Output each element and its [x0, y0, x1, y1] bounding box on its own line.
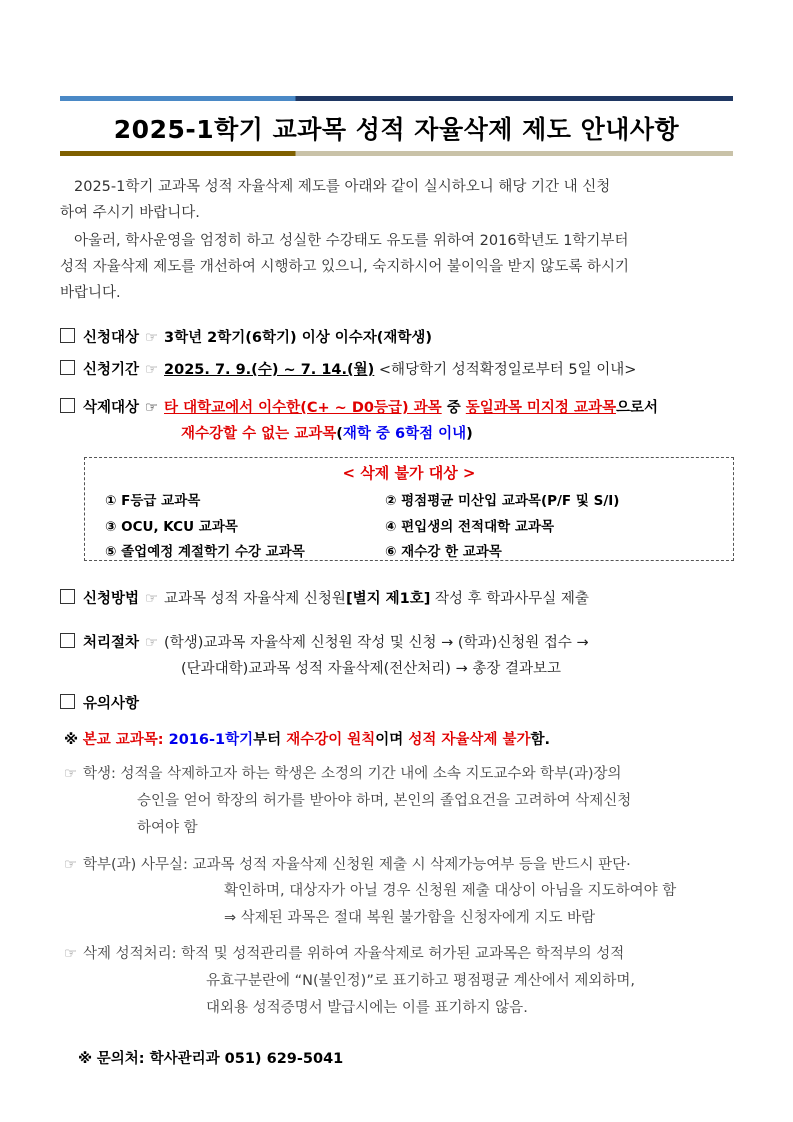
intro-paragraph-1 [60, 174, 740, 226]
title-top-rule [60, 96, 733, 101]
method-row [60, 587, 589, 611]
exclusion-item: ⑥ 재수강 한 교과목 [385, 544, 502, 560]
pointing-hand-icon: ☞ [145, 591, 159, 607]
notes-main-d: 재수강이 원칙 [286, 732, 376, 748]
period-date: 2025. 7. 9.(수) ~ 7. 14.(월) [164, 362, 375, 378]
intro-p1-line2: 하여 주시기 바랍니다. [60, 205, 200, 221]
period-label: 신청기간 [83, 362, 140, 378]
contact-text: 문의처: 학사관리과 051) 629-5041 [96, 1051, 344, 1067]
method-label: 신청방법 [83, 591, 140, 607]
pointing-hand-icon: ☞ [145, 635, 159, 651]
deletion-label: 삭제대상 [83, 400, 140, 416]
method-text-tail: 작성 후 학과사무실 제출 [430, 591, 589, 607]
procedure-label: 처리절차 [83, 635, 140, 651]
exclusion-item: ③ OCU, KCU 교과목 [105, 519, 238, 535]
checkbox-icon [60, 328, 75, 343]
note-student-label: 학생: [83, 766, 116, 782]
checkbox-icon [60, 398, 75, 413]
notes-main-g: 함. [530, 732, 551, 748]
note-grade-line3: 대외용 성적증명서 발급시에는 이를 표기하지 않음. [206, 1000, 528, 1016]
note-student-line1: 성적을 삭제하고자 하는 학생은 소정의 기간 내에 소속 지도교수와 학부(과)장의 [120, 766, 622, 782]
deletion-part1: 타 대학교에서 이수한(C+ ~ D0등급) 과목 [164, 400, 442, 416]
note-grade-line1: 학적 및 성적관리를 위하여 자율삭제로 허가된 교과목은 학적부의 성적 [181, 946, 625, 962]
deletion-part2: 중 [441, 400, 466, 416]
checkbox-icon [60, 633, 75, 648]
note-grade-label: 삭제 성적처리: [83, 946, 177, 962]
note-student [64, 762, 622, 786]
checkbox-icon [60, 694, 75, 709]
intro-p2-line1: 아울러, 학사운영을 엄정히 하고 성실한 수강태도 유도를 위하여 2016학년도 1학기부터 [74, 233, 629, 249]
notes-main-a: 본교 교과목: [82, 732, 164, 748]
note-grade-line2: 유효구분란에 “N(불인정)”로 표기하고 평점평균 계산에서 제외하며, [206, 973, 636, 989]
pointing-hand-icon: ☞ [145, 400, 159, 416]
exclusion-item: ④ 편입생의 전적대학 교과목 [385, 519, 554, 535]
intro-p2-line3: 바랍니다. [60, 285, 121, 301]
period-note: <해당학기 성적확정일로부터 5일 이내> [378, 362, 637, 378]
note-student-line2: 승인을 얻어 학장의 허가를 받아야 하며, 본인의 졸업요건을 고려하여 삭제신청 [137, 793, 632, 809]
exclusion-item: ⑤ 졸업예정 계절학기 수강 교과목 [105, 544, 305, 560]
note-grade [64, 942, 624, 966]
intro-paragraph-2 [60, 228, 740, 306]
deletion-part7: 재학 중 6학점 이내 [342, 426, 467, 442]
pointing-hand-icon: ☞ [64, 946, 77, 962]
title-bottom-rule [60, 151, 733, 156]
notes-main-e: 이며 [375, 732, 409, 748]
notes-main-f: 성적 자율삭제 불가 [408, 732, 531, 748]
note-office [64, 853, 631, 877]
note-office-line2: 확인하며, 대상자가 아닐 경우 신청원 제출 대상이 아님을 지도하여야 함 [224, 883, 677, 899]
reference-mark-icon: ※ [64, 732, 79, 748]
deletion-row [60, 396, 658, 420]
pointing-hand-icon: ☞ [64, 857, 77, 873]
note-office-line1: 교과목 성적 자율삭제 신청원 제출 시 삭제가능여부 등을 반드시 판단· [192, 857, 631, 873]
note-office-line3: ⇒ 삭제된 과목은 절대 복원 불가함을 신청자에게 지도 바람 [224, 910, 596, 926]
deletion-part4: 으로서 [615, 400, 658, 416]
note-office-label: 학부(과) 사무실: [83, 857, 188, 873]
procedure-line2: (단과대학)교과목 성적 자율삭제(전산처리) → 총장 결과보고 [181, 661, 561, 677]
deletion-part5: 재수강할 수 없는 교과목 [181, 426, 337, 442]
procedure-line1: (학생)교과목 자율삭제 신청원 작성 및 신청 → (학과)신청원 접수 → [164, 635, 589, 651]
exclusion-item: ② 평점평균 미산입 교과목(P/F 및 S/I) [385, 493, 620, 509]
notes-main-c: 부터 [253, 732, 287, 748]
deletion-part3: 동일과목 미지정 교과목 [465, 400, 616, 416]
notes-main-b: 2016-1학기 [163, 732, 254, 748]
checkbox-icon [60, 589, 75, 604]
notes-label: 유의사항 [83, 696, 140, 712]
target-row [60, 326, 432, 350]
procedure-row [60, 631, 589, 655]
deletion-row-cont [181, 422, 473, 446]
intro-p2-line2: 성적 자율삭제 제도를 개선하여 시행하고 있으니, 숙지하시어 불이익을 받지 않도록 하시기 [60, 259, 629, 275]
target-label: 신청대상 [83, 330, 140, 346]
pointing-hand-icon: ☞ [64, 766, 77, 782]
method-text: 교과목 성적 자율삭제 신청원 [164, 591, 346, 607]
exclusions-box [84, 457, 734, 561]
intro-p1-line1: 2025-1학기 교과목 성적 자율삭제 제도를 아래와 같이 실시하오니 해당 기간 내 신청 [74, 179, 611, 195]
pointing-hand-icon: ☞ [145, 330, 159, 346]
exclusions-title: < 삭제 불가 대상 > [342, 464, 476, 482]
contact-row [78, 1047, 343, 1071]
method-form-ref: [별지 제1호] [345, 591, 431, 607]
checkbox-icon [60, 360, 75, 375]
notes-main [64, 728, 550, 752]
note-student-line3: 하여야 함 [137, 820, 198, 836]
page-title: 2025-1학기 교과목 성적 자율삭제 제도 안내사항 [113, 115, 680, 144]
pointing-hand-icon: ☞ [145, 362, 159, 378]
exclusion-item: ① F등급 교과목 [105, 493, 201, 509]
notes-row [60, 692, 139, 716]
deletion-part8: ) [466, 426, 473, 442]
reference-mark-icon: ※ [78, 1051, 93, 1067]
target-value: 3학년 2학기(6학기) 이상 이수자(재학생) [164, 330, 433, 346]
period-row [60, 358, 636, 382]
deletion-part6: ( [336, 426, 343, 442]
